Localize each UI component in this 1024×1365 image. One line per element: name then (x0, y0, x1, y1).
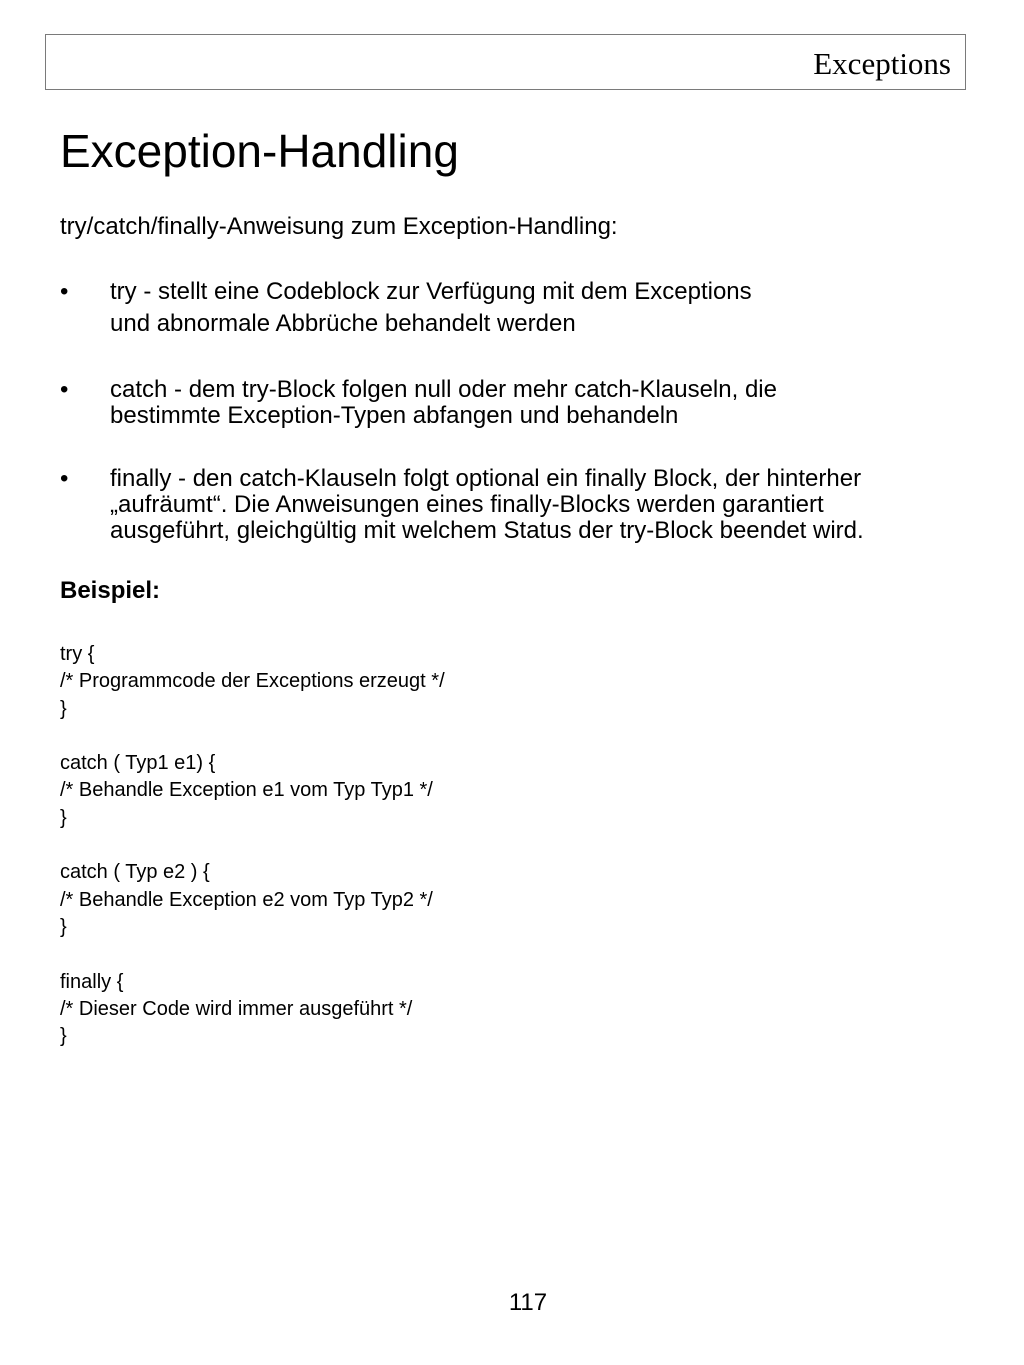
bullet-line: bestimmte Exception-Typen abfangen und behandeln (110, 402, 679, 429)
bullet-line: und abnormale Abbrüche behandelt werden (110, 310, 576, 337)
page-number: 117 (508, 1289, 548, 1316)
bullet-line: try - stellt eine Codeblock zur Verfügung mit dem Exceptions (110, 278, 752, 305)
code-line: finally { (60, 970, 124, 993)
bullet-item-catch (60, 377, 960, 429)
code-example (60, 641, 445, 1050)
code-line: } (60, 1025, 67, 1048)
example-heading: Beispiel: (60, 577, 161, 604)
code-gap (60, 723, 445, 750)
bullet-list (60, 276, 960, 544)
code-gap (60, 832, 445, 859)
bullet-marker: • (60, 465, 69, 492)
bullet-line: catch - dem try-Block folgen null oder mehr catch-Klauseln, die (110, 376, 777, 403)
header-box (45, 34, 966, 90)
code-line: /* Behandle Exception e1 vom Typ Typ1 */ (60, 779, 433, 802)
code-line: } (60, 915, 67, 938)
bullet-line: finally - den catch-Klauseln folgt optional ein finally Block, der hinterher (110, 465, 862, 492)
bullet-marker: • (60, 376, 69, 403)
bullet-marker: • (60, 278, 69, 305)
code-line: /* Dieser Code wird immer ausgeführt */ (60, 997, 413, 1020)
code-line: /* Programmcode der Exceptions erzeugt */ (60, 670, 445, 693)
bullet-item-try (60, 276, 960, 340)
bullet-line: ausgeführt, gleichgültig mit welchem Status der try-Block beendet wird. (110, 517, 864, 544)
code-line: catch ( Typ e2 ) { (60, 861, 210, 884)
code-line: try { (60, 643, 95, 665)
code-gap (60, 941, 445, 968)
bullet-item-finally (60, 466, 960, 544)
code-line: } (60, 806, 67, 829)
header-label: Exceptions (813, 46, 951, 81)
code-line: } (60, 697, 67, 720)
code-line: /* Behandle Exception e2 vom Typ Typ2 */ (60, 888, 433, 911)
page-title: Exception-Handling (60, 125, 459, 177)
code-line: catch ( Typ1 e1) { (60, 752, 216, 775)
intro-text: try/catch/finally-Anweisung zum Exception-Handling: (60, 213, 618, 240)
bullet-line: „aufräumt“. Die Anweisungen eines finally-Blocks werden garantiert (110, 491, 824, 518)
